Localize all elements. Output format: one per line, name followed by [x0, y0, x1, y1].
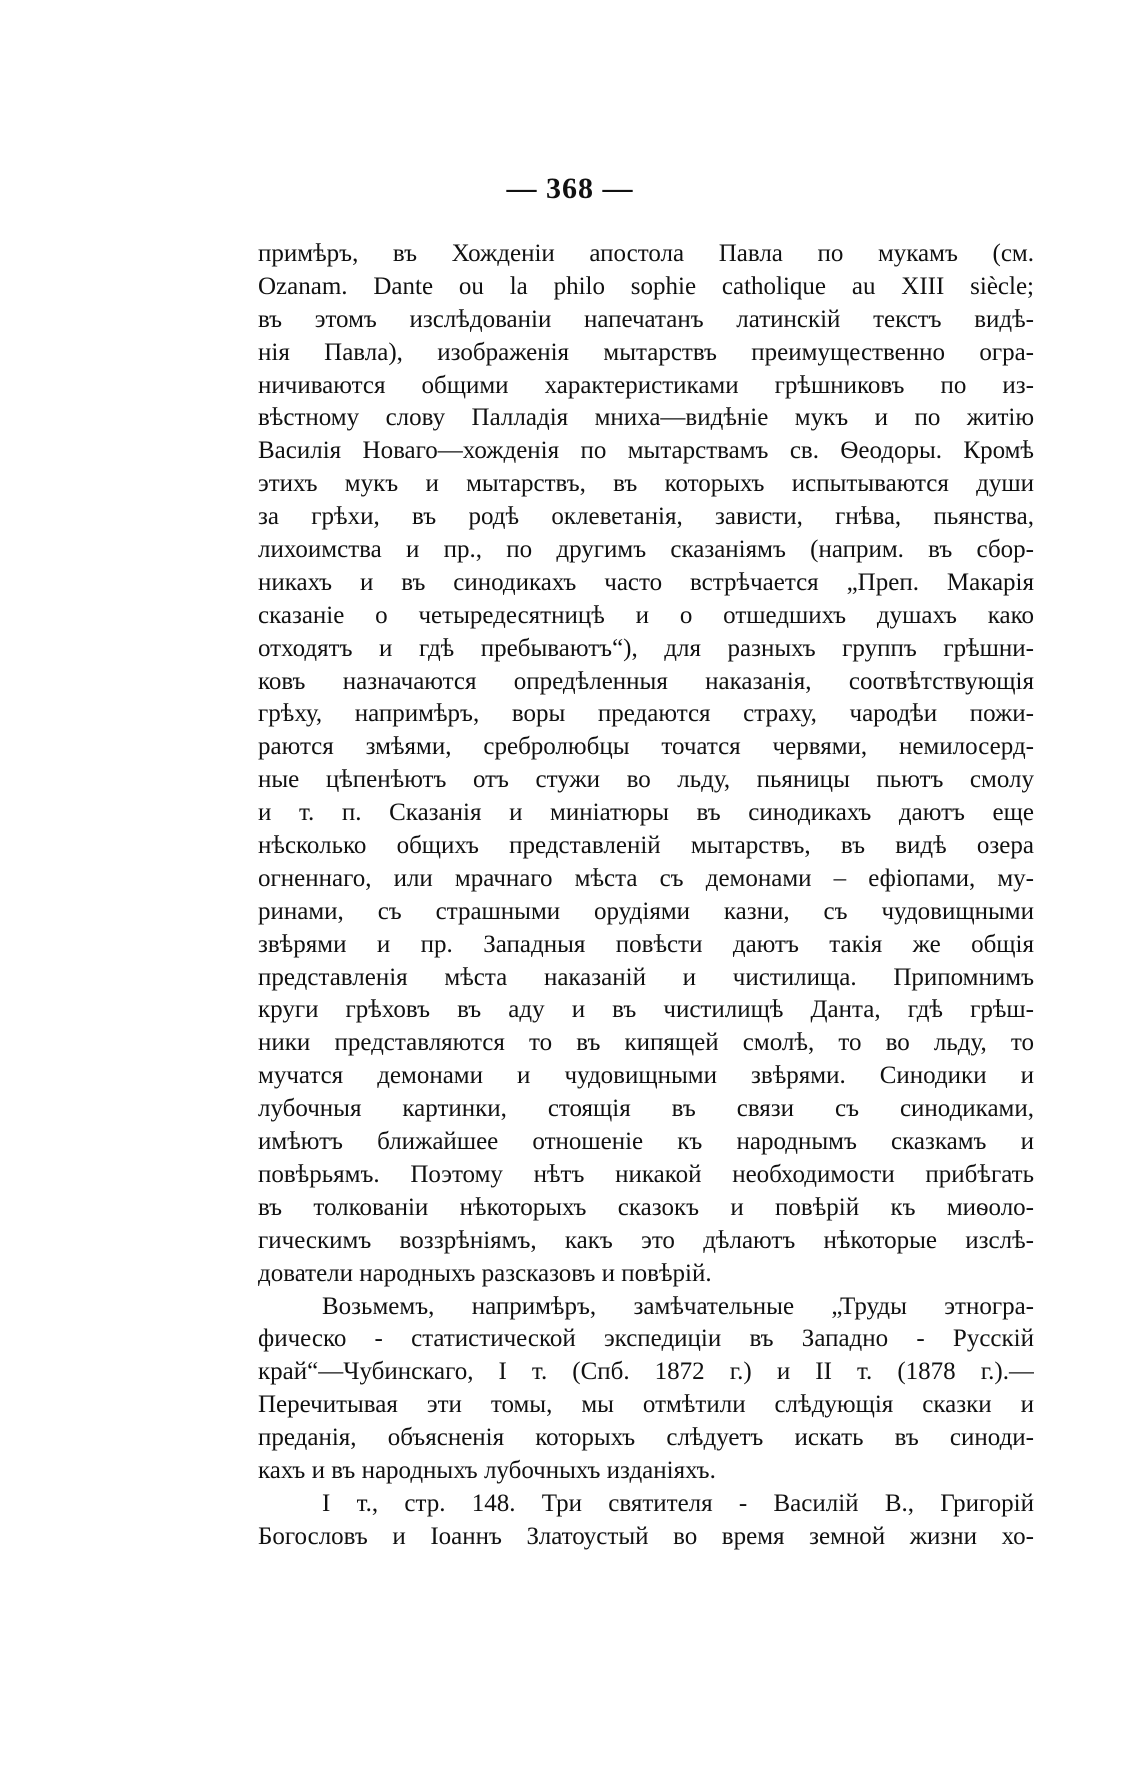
text-line: ные цѣпенѣютъ отъ стужи во льду, пьяницы пьютъ смолу [258, 766, 1034, 794]
text-line: кахъ и въ народныхъ лубочныхъ изданіяхъ. [258, 1456, 716, 1484]
text-line: имѣютъ ближайшее отношеніе къ народнымъ сказкамъ и [258, 1128, 1034, 1156]
text-line: ковъ назначаются опредѣленныя наказанія, соотвѣтствующія [258, 667, 1034, 695]
paragraph-2 [258, 1291, 1034, 1488]
text-line: лубочныя картинки, стоящія въ связи съ синодиками, [258, 1095, 1034, 1123]
text-line: за грѣхи, въ родѣ оклеветанія, зависти, гнѣва, пьянства, [258, 503, 1034, 531]
paragraph-3 [258, 1488, 1034, 1554]
text-line: огненнаго, или мрачнаго мѣста съ демонами – ефіопами, му- [258, 864, 1034, 892]
text-line: Ozanam. Dante ou la philo sophie catholique au XIII siècle; [258, 272, 1034, 300]
text-line: ничиваются общими характеристиками грѣшниковъ по из- [258, 371, 1034, 399]
text-line: этихъ мукъ и мытарствъ, въ которыхъ испытываются души [258, 470, 1034, 498]
text-line: ники представляются то въ кипящей смолѣ, то во льду, то [258, 1029, 1034, 1057]
text-line: круги грѣховъ въ аду и въ чистилищѣ Данта, гдѣ грѣш- [258, 996, 1034, 1024]
text-line: повѣрьямъ. Поэтому нѣтъ никакой необходимости прибѣгать [258, 1160, 1034, 1188]
text-line: Богословъ и Іоаннъ Златоустый во время земной жизни хо- [258, 1522, 1034, 1550]
text-line: и т. п. Сказанія и миніатюры въ синодикахъ даютъ еще [258, 799, 1034, 827]
text-line: преданія, объясненія которыхъ слѣдуетъ искать въ синоди- [258, 1424, 1034, 1452]
text-line: Возьмемъ, напримѣръ, замѣчательные „Труды этногра- [322, 1292, 1034, 1320]
text-line: раются змѣями, сребролюбцы точатся червями, немилосерд- [258, 733, 1034, 761]
text-line: въ толкованіи нѣкоторыхъ сказокъ и повѣрій къ миѳоло- [258, 1193, 1034, 1221]
text-line: въ этомъ изслѣдованіи напечатанъ латинскій текстъ видѣ- [258, 305, 1034, 333]
text-line: Перечитывая эти томы, мы отмѣтили слѣдующія сказки и [258, 1391, 1034, 1419]
text-line: Василія Новаго—хожденія по мытарствамъ св. Ѳеодоры. Кромѣ [258, 437, 1034, 465]
body-text [258, 238, 1034, 1554]
text-line: I т., стр. 148. Три святителя - Василій В., Григорій [322, 1489, 1034, 1517]
text-line: звѣрями и пр. Западныя повѣсти даютъ такія же общія [258, 930, 1034, 958]
text-line: край“—Чубинскаго, I т. (Спб. 1872 г.) и II т. (1878 г.).— [258, 1358, 1034, 1386]
paragraph-1 [258, 238, 1034, 1291]
text-line: нія Павла), изображенія мытарствъ преимущественно огра- [258, 338, 1034, 366]
text-line: примѣръ, въ Хожденіи апостола Павла по мукамъ (см. [258, 240, 1034, 267]
text-line: ринами, съ страшными орудіями казни, съ чудовищными [258, 897, 1034, 925]
text-line: гическимъ воззрѣніямъ, какъ это дѣлаютъ нѣкоторые изслѣ- [258, 1226, 1034, 1254]
text-line: лихоимства и пр., по другимъ сказаніямъ (наприм. въ сбор- [258, 536, 1034, 564]
text-line: нѣсколько общихъ представленій мытарствъ, въ видѣ озера [258, 832, 1034, 860]
page-number: — 368 — [506, 172, 634, 205]
text-line: никахъ и въ синодикахъ часто встрѣчается „Преп. Макарія [258, 568, 1034, 596]
text-line: дователи народныхъ разсказовъ и повѣрій. [258, 1259, 712, 1287]
text-line: сказаніе о четыредесятницѣ и о отшедшихъ душахъ како [258, 601, 1034, 629]
text-line: мучатся демонами и чудовищными звѣрями. Синодики и [258, 1062, 1034, 1090]
text-line: представленія мѣста наказаній и чистилища. Припомнимъ [258, 963, 1034, 991]
text-line: фическо - статистической экспедиціи въ Западно - Русскій [258, 1325, 1034, 1353]
text-line: вѣстному слову Палладія мниха—видѣніе мукъ и по житію [258, 404, 1034, 432]
text-line: грѣху, напримѣръ, воры предаются страху, чародѣи пожи- [258, 700, 1034, 728]
text-line: отходятъ и гдѣ пребываютъ“), для разныхъ группъ грѣшни- [258, 634, 1034, 662]
